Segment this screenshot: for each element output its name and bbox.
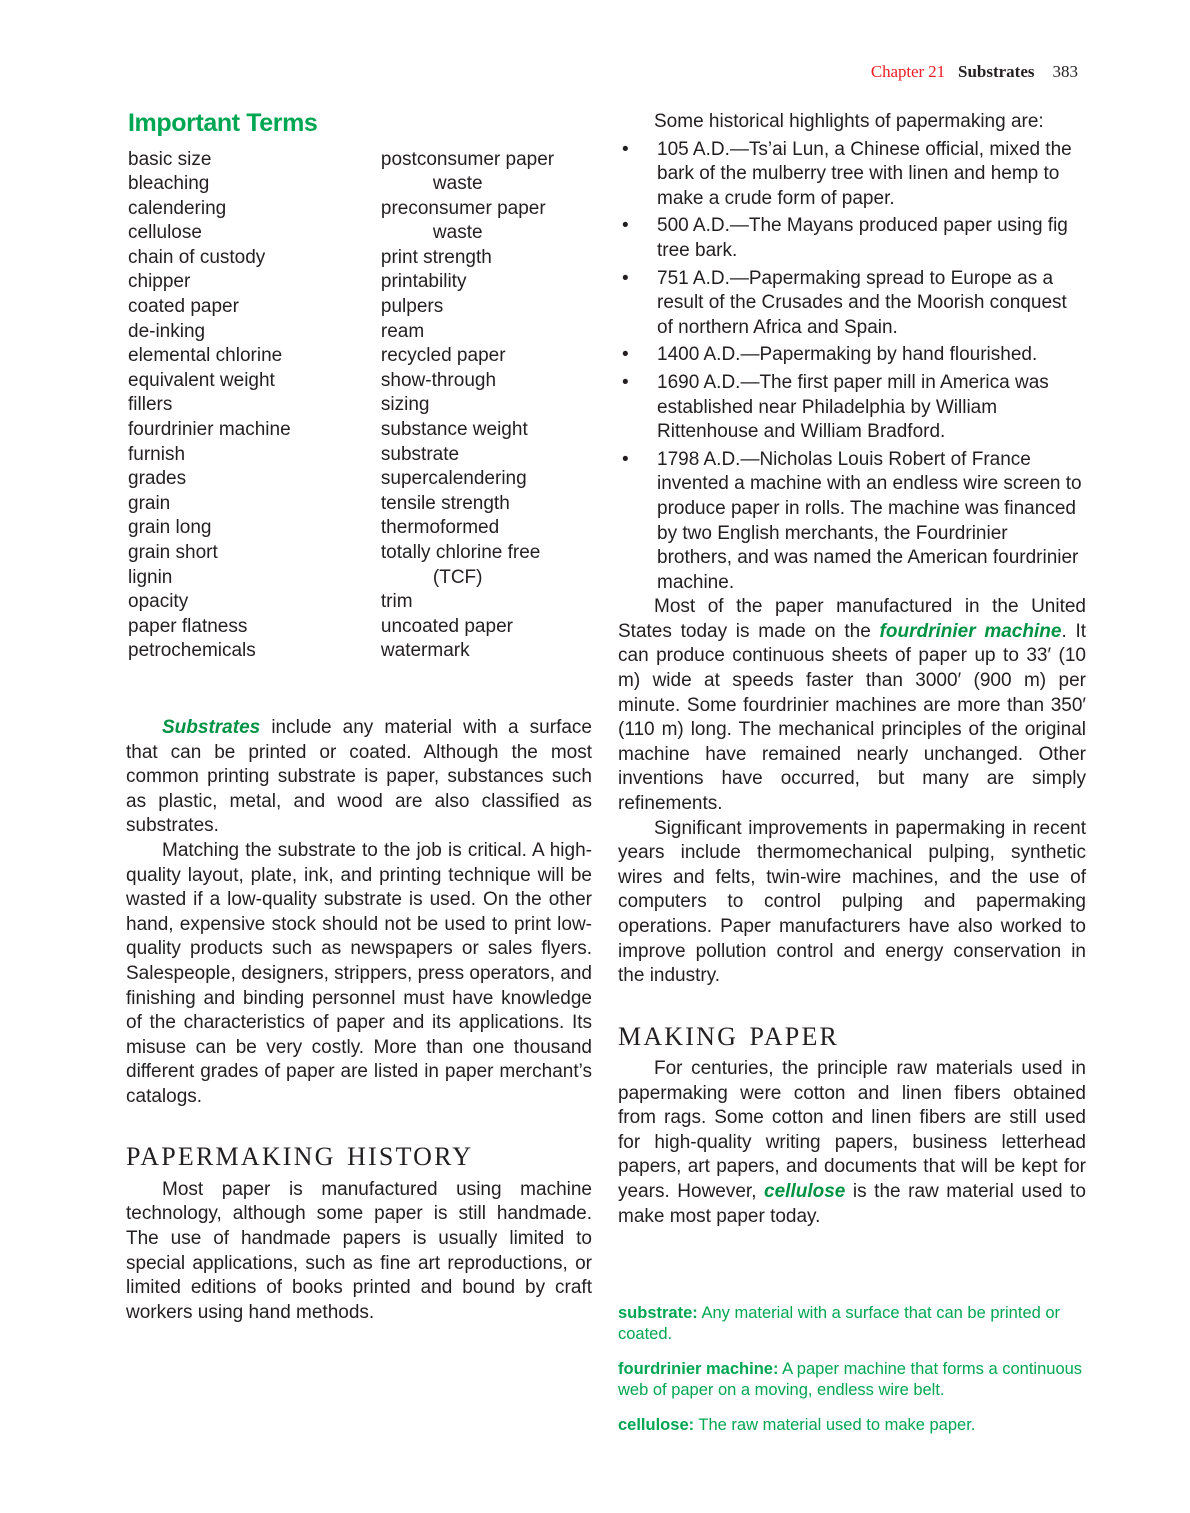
paragraph-text-before: Most of the paper manufactured in the United States today is made on the (618, 596, 1086, 642)
glossary-definition: A paper machine that forms a continuous web of paper on a moving, endless wire belt. (618, 1360, 1083, 1399)
left-column (126, 110, 592, 1325)
historical-highlights-list (618, 138, 1086, 596)
paragraph-most-paper-manufactured: Most paper is manufactured using machine technology, although some paper is still handmade. The use of handmade papers is usually limited to special applications, such as fine art reproductions, or limited editions of books printed and bound by craft workers using hand methods. (126, 1178, 592, 1323)
term-item: fourdrinier machine (128, 419, 291, 441)
term-item: recycled paper (380, 345, 506, 367)
section-heading-papermaking-history: papermaking history (126, 1133, 474, 1175)
term-item-continuation: waste (432, 222, 483, 244)
term-item: fillers (128, 394, 173, 416)
term-item: coated paper (128, 296, 239, 318)
term-item: supercalendering (380, 468, 527, 490)
paragraph-text-after: . It can produce continuous sheets of paper up to 33′ (10 m) wide at speeds faster than 3000′ (900 m) per minute. Some fourdrinier machines are more than 350′ (110 m) long. The mechanical principles of the original machine have remained nearly unchanged. Other inventions have occurred, but many are simply refinements. (618, 620, 1087, 815)
running-head-chapter: Chapter 21 (870, 62, 945, 81)
term-item: show-through (380, 369, 497, 391)
glossary-term: cellulose: (618, 1416, 695, 1434)
term-item: substrate (380, 443, 460, 465)
list-item (618, 371, 1086, 445)
section-heading-making-paper: making paper (618, 1012, 840, 1054)
running-head (871, 62, 1078, 82)
important-terms-heading: Important Terms (128, 109, 318, 137)
running-head-subject: Substrates (957, 62, 1035, 81)
list-item-text: 1798 A.D.—Nicholas Louis Robert of France invented a machine with an endless wire screen to produce paper in rolls. The machine was financed by two English merchants, the Fourdrinier brothers, and was named the American fourdrinier machine. (657, 448, 1082, 593)
term-item: de-inking (128, 320, 206, 342)
term-item: trim (380, 591, 413, 613)
term-item: preconsumer paper (380, 197, 546, 219)
term-item: thermoformed (380, 517, 500, 539)
term-item: printability (380, 271, 467, 293)
term-item: uncoated paper (380, 615, 513, 637)
bullet-icon: • (622, 267, 629, 289)
term-item: watermark (380, 640, 470, 662)
inline-key-term-cellulose: cellulose (764, 1181, 846, 1202)
term-item: opacity (128, 591, 189, 613)
glossary-definition: Any material with a surface that can be printed or coated. (618, 1304, 1061, 1343)
term-item: pulpers (380, 296, 444, 318)
page-number: 383 (1052, 62, 1078, 81)
list-item (618, 138, 1086, 212)
term-item: postconsumer paper (380, 148, 555, 170)
list-item-text: 1400 A.D.—Papermaking by hand flourished. (657, 344, 1038, 366)
term-item: substance weight (380, 419, 528, 441)
term-item: lignin (128, 566, 173, 588)
paragraph-substrates-definition (126, 716, 592, 839)
list-item (618, 214, 1086, 263)
spacer (126, 1109, 592, 1131)
list-item-text: 1690 A.D.—The first paper mill in America was established near Philadelphia by William Rittenhouse and William Bradford. (657, 371, 1049, 443)
term-item: calendering (128, 197, 227, 219)
bullet-icon: • (622, 371, 629, 393)
spacer (126, 664, 592, 716)
list-item-text: 751 A.D.—Papermaking spread to Europe as a result of the Crusades and the Moorish conquest of northern Africa and Spain. (657, 267, 1067, 338)
glossary-definition: The raw material used to make paper. (694, 1416, 976, 1434)
list-item (618, 267, 1086, 341)
important-terms-column-2 (381, 148, 592, 664)
term-item-continuation: (TCF) (432, 566, 483, 588)
list-item (618, 448, 1086, 596)
term-item: bleaching (128, 173, 210, 195)
paragraph-matching-substrate: Matching the substrate to the job is critical. A high-quality layout, plate, ink, and printing technique will be wasted if a low-quality substrate is used. On the other hand, expensive stock should not be used to print low-quality products such as newspapers or sales flyers. Salespeople, designers, strippers, press operators, and finishing and binding personnel must have knowledge of the characteristics of paper and its applications. Its misuse can be very costly. More than one thousand different grades of paper are listed in paper merchant’s catalogs. (126, 839, 592, 1107)
glossary-entry (618, 1303, 1086, 1345)
list-item (618, 343, 1086, 368)
historical-highlights-lead: Some historical highlights of papermaking are: (654, 111, 1044, 132)
paragraph-text-before: For centuries, the principle raw materials used in papermaking were cotton and linen fibers obtained from rags. Some cotton and linen fibers are still used for high-quality writing papers, business letterhead papers, art papers, and documents that will be kept for years. However, (618, 1058, 1086, 1202)
term-item: equivalent weight (128, 369, 275, 391)
term-item: ream (380, 320, 425, 342)
bullet-icon: • (622, 344, 629, 366)
inline-key-term-fourdrinier-machine: fourdrinier machine (879, 620, 1062, 642)
paragraph-significant-improvements: Significant improvements in papermaking in recent years include thermomechanical pulping, synthetic wires and felts, twin-wire machines, and the use of computers to control pulping and papermaking operations. Paper manufacturers have also worked to improve pollution control and energy conservation in the industry. (618, 817, 1086, 987)
term-item: grain short (128, 542, 218, 563)
term-item: totally chlorine free (380, 542, 541, 563)
spacer (618, 989, 1086, 1011)
bullet-icon: • (622, 215, 629, 237)
glossary-entry (618, 1359, 1086, 1401)
important-terms-list (128, 148, 592, 664)
term-item: basic size (128, 148, 212, 170)
term-item: sizing (380, 394, 430, 416)
paragraph-text: include any material with a surface that can be printed or coated. Although the most common printing substrate is paper, substances such as plastic, metal, and wood are also classified as substrates. (126, 716, 592, 837)
paragraph-for-centuries (618, 1057, 1086, 1229)
paragraph-text-after: is the raw material used to make most paper today. (618, 1181, 1086, 1227)
right-column (618, 110, 1086, 1229)
term-item: elemental chlorine (128, 345, 283, 367)
term-item: petrochemicals (128, 640, 256, 662)
term-item-continuation: waste (432, 173, 483, 195)
bullet-icon: • (622, 138, 629, 160)
important-terms-column-1 (128, 148, 381, 664)
list-item-text: 105 A.D.—Ts’ai Lun, a Chinese official, mixed the bark of the mulberry tree with linen and hemp to make a crude form of paper. (657, 138, 1072, 209)
term-item: furnish (128, 443, 186, 465)
glossary-entry (618, 1415, 1086, 1436)
glossary-term: fourdrinier machine: (618, 1360, 779, 1378)
term-item: paper flatness (128, 615, 248, 637)
glossary-term: substrate: (618, 1304, 698, 1322)
glossary-box (618, 1303, 1086, 1436)
list-item-text: 500 A.D.—The Mayans produced paper using fig tree bark. (657, 215, 1068, 261)
term-item: chipper (128, 271, 191, 293)
term-item: cellulose (128, 222, 202, 244)
term-item: tensile strength (380, 492, 510, 514)
term-item: grades (128, 468, 187, 490)
bullet-icon: • (622, 448, 629, 470)
term-item: grain (128, 492, 171, 514)
term-item: print strength (380, 246, 492, 268)
term-item: chain of custody (128, 246, 266, 268)
paragraph-most-of-paper-us (618, 595, 1086, 816)
inline-key-term-substrates: Substrates (162, 716, 261, 738)
term-item: grain long (128, 517, 212, 539)
